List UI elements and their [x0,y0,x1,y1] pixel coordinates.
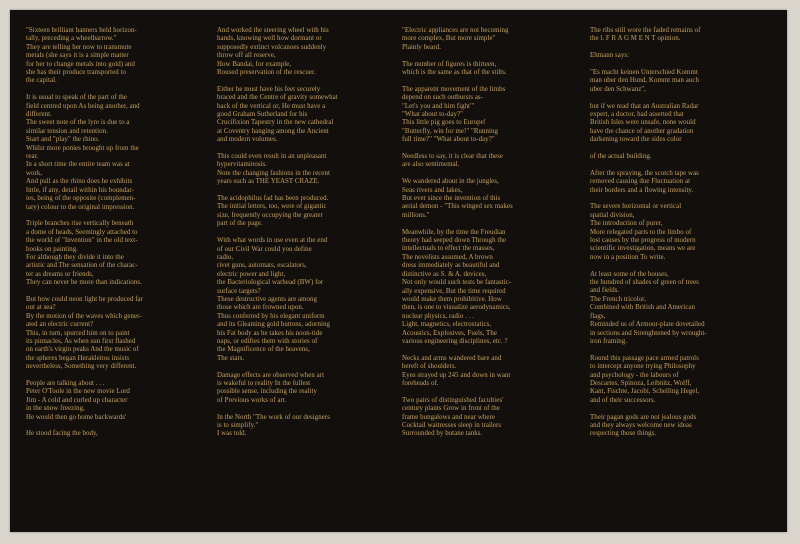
paragraph: Two pairs of distinguished faculties' century plants Grow in front of the frame bungalows and near where Cocktail waitresses sleep in trailers Surrounded by butane tanks. [402,396,504,438]
paragraph: People are talking about . . . Peter O'Toole in the new movie Lord Jim - A cold and curled up character in the snow freezing, He would then go home backwards' [26,380,130,421]
paragraph: In the North "The work of our designers is to simplify." I was told. [217,413,330,438]
paragraph: Necks and arms wandered bare and bereft of shoulders. Eyes strayed up 245 and down in want foreheads of. [402,354,511,387]
paragraph: It is usual to speak of the part of the field centred upon As being another, and different. The sweet note of the lyre is due to a similar tension and retention. Start and "play" the rhino. Whilst more ponies brought up from the rear. In a short time the entire team was at work, And pull as the rhino does he exhibits little, if any, detail within his boundar- ies, being of the opposite (complemen- tary) colour to the original impression. [26,94,140,211]
paragraph: Ehmann says: [590,52,630,60]
paragraph: And worked the steering wheel with his hands, knowing well how dormant or supposedly extinct volcanoes suddenly throw off all reserve, How Bandai, for example, Roused preservation of the rescuer. [217,27,329,77]
paragraph: After the spraying, the scotch tape was removed causing due Fluctuation at their borders and a flowing intensity. [590,169,699,194]
paragraph: At least some of the houses, the hundred of shades of green of trees and fields. The French tricolor, Combined with British and American flags, Reminded us of Armour-plate dovetailed in sections and Strenghtened by wrought- iron framing. [590,270,707,345]
paragraph: The number of figures is thirteen, which is the same as that of the stilts. [402,60,507,77]
paragraph: "Electric appliances are not becoming more complex, But more simple" Plainly heard. [402,27,509,51]
column-2 [217,27,392,447]
paragraph: The severe horizontal or vertical spatial division, The introduction of purer, More relegated parts to the limbo of lost causes by the progress of modern scientific investigation, means we are now in a position To write. [590,203,696,261]
paragraph: Needless to say, it is clear that these are also sentimental. [402,153,504,169]
column-1 [26,27,204,447]
paragraph: The acidophilus fad has been produced. The initial letters, too, were of gigantic size, frequently occupying the greater part of the page. [217,195,329,228]
paragraph: of the actual building. [590,153,652,161]
paragraph: Triple branches rise vertically beneath a dome of heads, Seemingly attached to the world of "Invention" in the old text- books on painting. For although they divide it into the artistic and The sensation of the charac- ter as dreams or friends, They can never be more than indications. [26,220,142,287]
paragraph: Meanwhile, by the time the Freudian theory had seeped down Through the intellectuals to effect the masses, The novelists assumed, A brown dress immediately as beautiful and distinctive as S. & A. devices, Not only would such tests be fantastic- ally expensive, But the time required would make them prohibitive. How then, is one to visualize aerodynamics, nuclear physics, radio . . . Light, magnetics, electrostatics, Acoustics, Explosives, Fuels, The various engineering disciplines, etc. ? [402,228,512,345]
paragraph: "Sixteen brilliant banners held horizon- tally, preceding a wheelbarrow." They are telling her now to transmute metals (she says it is a simple matter for her to change metals into gold) and she has their produce transported to the capital. [26,27,137,85]
poem-sheet [10,10,787,532]
paragraph: But how could neon light be produced far out at sea? By the motion of the waves which gener- ated an electric current? This, in turn, spurred him on to paint its pinnacles, As when sun first flashed on earth's virgin peaks And the music of the spheres began Herakleitos insists nevertheless, Something very different. [26,295,144,371]
paragraph: The ribs still wore the faded remains of the l. F R A G M E N T opinion. [590,27,701,43]
paragraph: Round this passage pace armed patrols to intercept anyone trying Philosophy and psychology - the labours of Descartes, Spinoza, Leibnitz, Wolff, Kant, Fischte, Jacobi, Schelling Hegel, and of their successors. [590,354,700,404]
paragraph: We wandered about in the jungles, Seas rivers and lakes, But ever since the invention of this aerial demon - "This winged sex makes millions." [402,178,513,219]
paragraph: Their pagan gods are not jealous gods and they always welcome new ideas respecting those things. [590,413,697,438]
paragraph: The apparent movement of the limbs depend on such outbursts as- "Let's you and him fight'" "What about to-day?" This little pig goes to Europe! "Butterfly, win for me!" "Running full time?" "What about to-day?" [402,85,506,144]
paragraph: Either he must have his feet securely braced and the Centre of gravity somewhat back of the vertical or, He must have a good Graham Sutherland for his Crucifixion Tapestry in the new cathedral at Coventry hanging among the Ancient and modern volumes. [217,85,338,144]
paragraph: With what words in use even at the end of our Civil War could you define radio, rivet guns, automats, escalators, electric power and light, the Bacteriological warhead (BW) for surface targets? These destructive agents are among those which are frowned upon. Thus conferred by his elegant uniform and its Gleaming gold buttons, adorning his Fat body as he takes his noon-tide naps, or edifies them with stories of the Magnificence of the heavens, The stars. [217,237,330,362]
paragraph: "Es macht keinen Unterschied Kommt man uber den Hund, Kommt man auch uber den Schwanz", [590,69,700,93]
column-4 [590,27,775,447]
paragraph: Damage effects are observed when art is wakeful to reality In the fullest possible sense, including the reality of Previous works of art. [217,371,325,404]
column-3 [402,27,582,447]
paragraph: He stood facing the body, [26,430,98,438]
paragraph: but if we read that an Australian Radar expert, a doctor, had asserted that British Isles were unsafe, none would have the chance of another gradation darkening toward the sides color [590,102,699,144]
paragraph: This could even result in an unpleasant hypervitaminosis. Note the changing fashions in the recent years such as THE YEAST CRAZE. [217,153,330,186]
